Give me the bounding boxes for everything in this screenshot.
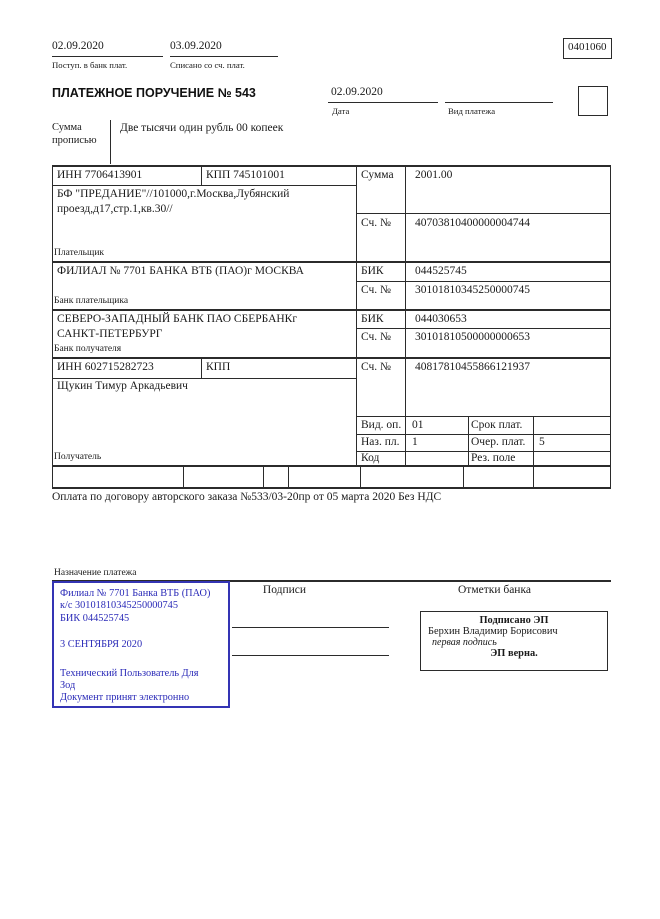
table-border bbox=[52, 165, 611, 167]
payee-account-label: Сч. № bbox=[361, 361, 392, 373]
table-border bbox=[356, 281, 611, 282]
table-border bbox=[52, 165, 53, 488]
esign-note: первая подпись bbox=[432, 637, 497, 648]
payee-label: Получатель bbox=[54, 452, 102, 462]
table-border bbox=[52, 378, 356, 379]
bank-marks-header: Отметки банка bbox=[458, 584, 531, 596]
amount-words-value: Две тысячи один рубль 00 копеек bbox=[120, 122, 284, 134]
table-border bbox=[463, 466, 464, 487]
signature-line bbox=[232, 655, 389, 656]
divider bbox=[170, 56, 278, 57]
payer-label: Плательщик bbox=[54, 248, 105, 258]
payer-bank-name: ФИЛИАЛ № 7701 БАНКА ВТБ (ПАО)г МОСКВА bbox=[57, 265, 304, 277]
payer-bank-account-label: Сч. № bbox=[361, 284, 392, 296]
table-border bbox=[356, 434, 611, 435]
table-border bbox=[52, 465, 611, 467]
received-in-bank-label: Поступ. в банк плат. bbox=[52, 60, 128, 70]
debited-date: 03.09.2020 bbox=[170, 40, 222, 52]
stamp-user-line1: Технический Пользователь Для bbox=[60, 667, 199, 679]
purpose-code-label: Наз. пл. bbox=[361, 436, 400, 448]
payee-bank-account-label: Сч. № bbox=[361, 331, 392, 343]
stamp-corr-account: к/с 30101810345250000745 bbox=[60, 600, 178, 612]
code-label: Код bbox=[361, 452, 380, 464]
priority-value: 5 bbox=[539, 436, 545, 448]
debited-label: Списано со сч. плат. bbox=[170, 60, 245, 70]
divider bbox=[52, 56, 163, 57]
table-border bbox=[52, 487, 611, 489]
term-label: Срок плат. bbox=[471, 419, 523, 431]
stamp-bik: БИК 044525745 bbox=[60, 612, 130, 624]
payee-bank-name-line2: САНКТ-ПЕТЕРБУРГ bbox=[57, 328, 163, 340]
esign-signer-name: Берхин Владимир Борисович bbox=[428, 626, 558, 637]
priority-label: Очер. плат. bbox=[471, 436, 526, 448]
table-border bbox=[533, 466, 534, 487]
payee-account: 40817810455866121937 bbox=[415, 361, 530, 373]
stamp-accepted-note: Документ принят электронно bbox=[60, 692, 190, 704]
payer-bank-bik: 044525745 bbox=[415, 265, 467, 277]
payee-bank-bik: 044030653 bbox=[415, 313, 467, 325]
signature-line bbox=[232, 627, 389, 628]
op-type-value: 01 bbox=[412, 419, 424, 431]
document-title: ПЛАТЕЖНОЕ ПОРУЧЕНИЕ № 543 bbox=[52, 86, 256, 100]
received-in-bank-date: 02.09.2020 bbox=[52, 40, 104, 52]
stamp-date: 3 СЕНТЯБРЯ 2020 bbox=[60, 639, 143, 651]
table-border bbox=[201, 357, 202, 379]
payee-kpp-label: КПП bbox=[206, 361, 231, 373]
document-date: 02.09.2020 bbox=[331, 86, 383, 98]
payer-account: 40703810400000004744 bbox=[415, 217, 530, 229]
table-border bbox=[263, 466, 264, 487]
table-border bbox=[201, 165, 202, 186]
payee-name: Щукин Тимур Аркадьевич bbox=[57, 380, 188, 392]
reserve-field-label: Рез. поле bbox=[471, 452, 516, 464]
payee-inn: ИНН 602715282723 bbox=[57, 361, 154, 373]
priority-checkbox bbox=[578, 86, 608, 116]
stamp-user-line2: Зод bbox=[60, 680, 76, 692]
signatures-header: Подписи bbox=[262, 584, 307, 596]
esignature-box bbox=[420, 611, 608, 671]
table-border bbox=[288, 466, 289, 487]
payee-bank-bik-label: БИК bbox=[361, 313, 384, 325]
table-border bbox=[183, 466, 184, 487]
payer-kpp: КПП 745101001 bbox=[206, 169, 285, 181]
table-border bbox=[52, 357, 611, 359]
esign-valid-note: ЭП верна. bbox=[490, 648, 538, 659]
payment-kind-label: Вид платежа bbox=[448, 106, 496, 116]
payer-bank-account: 30101810345250000745 bbox=[415, 284, 530, 296]
esign-title: Подписано ЭП bbox=[479, 615, 549, 626]
form-code: 0401060 bbox=[568, 41, 607, 53]
table-border bbox=[356, 213, 611, 214]
table-border bbox=[356, 328, 611, 329]
table-border bbox=[52, 185, 356, 186]
payer-bank-bik-label: БИК bbox=[361, 265, 384, 277]
divider bbox=[328, 102, 438, 103]
payer-account-label: Сч. № bbox=[361, 217, 392, 229]
sum-label: Сумма bbox=[361, 169, 394, 181]
sum-value: 2001.00 bbox=[415, 169, 453, 181]
bank-stamp bbox=[52, 581, 230, 708]
table-border bbox=[52, 309, 611, 311]
table-border bbox=[405, 165, 406, 466]
divider bbox=[110, 120, 111, 164]
payer-name-line2: проезд,д17,стр.1,кв.30// bbox=[57, 203, 173, 215]
payment-purpose-text: Оплата по договору авторского заказа №533/03-20пр от 05 марта 2020 Без НДС bbox=[52, 491, 442, 503]
table-border bbox=[468, 416, 469, 466]
divider bbox=[445, 102, 553, 103]
payment-purpose-label: Назначение платежа bbox=[54, 568, 137, 578]
form-code-box bbox=[563, 38, 612, 59]
table-border bbox=[356, 165, 357, 466]
payer-inn: ИНН 7706413901 bbox=[57, 169, 143, 181]
payer-name-line1: БФ "ПРЕДАНИЕ"//101000,г.Москва,Лубянский bbox=[57, 188, 290, 200]
purpose-code-value: 1 bbox=[412, 436, 418, 448]
table-border bbox=[533, 416, 534, 466]
payee-bank-name-line1: СЕВЕРО-ЗАПАДНЫЙ БАНК ПАО СБЕРБАНКг bbox=[57, 313, 298, 325]
amount-words-label: Сумма прописью bbox=[52, 122, 97, 146]
stamp-bank-name: Филиал № 7701 Банка ВТБ (ПАО) bbox=[60, 588, 211, 599]
table-border bbox=[52, 261, 611, 263]
payee-bank-label: Банк получателя bbox=[54, 344, 122, 354]
payee-bank-account: 30101810500000000653 bbox=[415, 331, 530, 343]
op-type-label: Вид. оп. bbox=[361, 419, 402, 431]
table-border bbox=[356, 416, 611, 417]
table-border bbox=[360, 466, 361, 487]
date-label: Дата bbox=[332, 106, 350, 116]
table-border bbox=[610, 165, 611, 488]
payer-bank-label: Банк плательщика bbox=[54, 296, 129, 306]
